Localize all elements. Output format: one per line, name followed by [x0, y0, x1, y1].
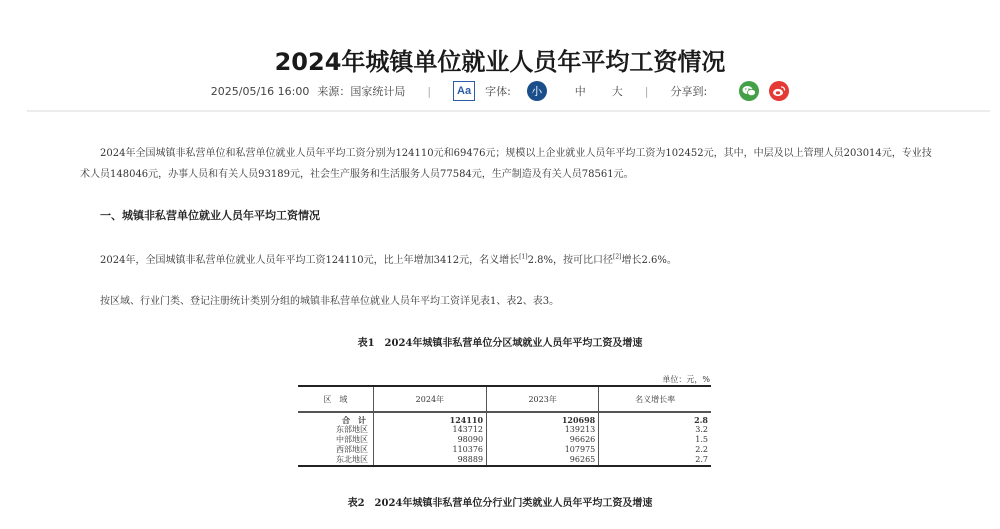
separator: | [427, 84, 432, 98]
cell: 2.7 [599, 455, 711, 466]
table-row [298, 425, 711, 435]
table-row [298, 412, 711, 425]
cell: 1.5 [599, 435, 711, 445]
cell: 124110 [373, 412, 486, 425]
cell: 98090 [373, 435, 486, 445]
table2-caption: 表2 2024年城镇非私营单位分行业门类就业人员年平均工资及增速 [347, 498, 653, 509]
cell: 96265 [487, 455, 599, 466]
cell: 3.2 [599, 425, 711, 435]
header-2024: 2024年 [373, 386, 486, 412]
intro-paragraph [80, 143, 940, 185]
text: 增长2.6%。 [621, 255, 677, 266]
table1 [298, 385, 711, 467]
table-row [298, 445, 711, 455]
article-meta [0, 80, 1000, 102]
page-title: 2024年城镇单位就业人员年平均工资情况 [274, 48, 726, 77]
section1-paragraph-2: 按区域、行业门类、登记注册统计类别分组的城镇非私营单位就业人员年平均工资详见表1、表2、表3。 [100, 296, 560, 307]
header-divider [27, 110, 990, 112]
cell: 中部地区 [336, 435, 368, 444]
cell: 107975 [487, 445, 599, 455]
cell: 139213 [487, 425, 599, 435]
separator: | [644, 84, 649, 98]
source-label: 来源：国家统计局 [317, 85, 406, 98]
table1-unit: 单位：元，% [662, 375, 710, 384]
intro-text: 2024年全国城镇非私营单位和私营单位就业人员年平均工资分别为124110元和69476元；规模以上企业就业人员年平均工资为102452元，其中，中层及以上管理人员203014元，专业技术人员148046元，办事人员和有关人员93189元，社会生产服务和生活服务人员77584元，生产制造及有关人员78561元。 [80, 148, 932, 180]
font-size-small-button[interactable]: 小 [527, 81, 547, 101]
section1-paragraph-1 [100, 250, 930, 271]
table-row [298, 455, 711, 466]
cell: 143712 [373, 425, 486, 435]
footnote-2-link[interactable]: [2] [612, 253, 622, 261]
header-2023: 2023年 [487, 386, 599, 412]
footnote-1-link[interactable]: [1] [519, 253, 528, 261]
font-size-icon: Aa [453, 81, 475, 101]
cell: 东部地区 [336, 425, 368, 434]
cell: 东北地区 [336, 455, 368, 464]
share-label: 分享到: [670, 85, 708, 98]
cell: 西部地区 [336, 445, 368, 454]
font-size-large-button[interactable]: 大 [611, 85, 623, 98]
section-heading: 一、城镇非私营单位就业人员年平均工资情况 [100, 209, 320, 222]
cell: 2.2 [599, 445, 711, 455]
font-size-medium-button[interactable]: 中 [574, 85, 586, 98]
cell: 110376 [373, 445, 486, 455]
text: 2024年，全国城镇非私营单位就业人员年平均工资124110元，比上年增加3412元，名义增长 [100, 255, 520, 266]
cell: 120698 [487, 412, 599, 425]
cell: 2.8 [599, 412, 711, 425]
cell: 98889 [373, 455, 486, 466]
cell: 96626 [487, 435, 599, 445]
publish-datetime: 2025/05/16 16:00 [210, 84, 310, 98]
weibo-share-icon[interactable] [769, 81, 789, 101]
text: 2.8%，按可比口径 [527, 255, 613, 266]
table1-caption: 表1 2024年城镇非私营单位分区域就业人员年平均工资及增速 [357, 338, 643, 349]
table-header-row [298, 386, 711, 412]
header-growth: 名义增长率 [599, 386, 711, 412]
cell: 合 计 [342, 415, 366, 425]
wechat-share-icon[interactable] [739, 81, 759, 101]
font-label: 字体: [485, 85, 511, 98]
table-row [298, 435, 711, 445]
header-region: 区 域 [323, 394, 348, 404]
